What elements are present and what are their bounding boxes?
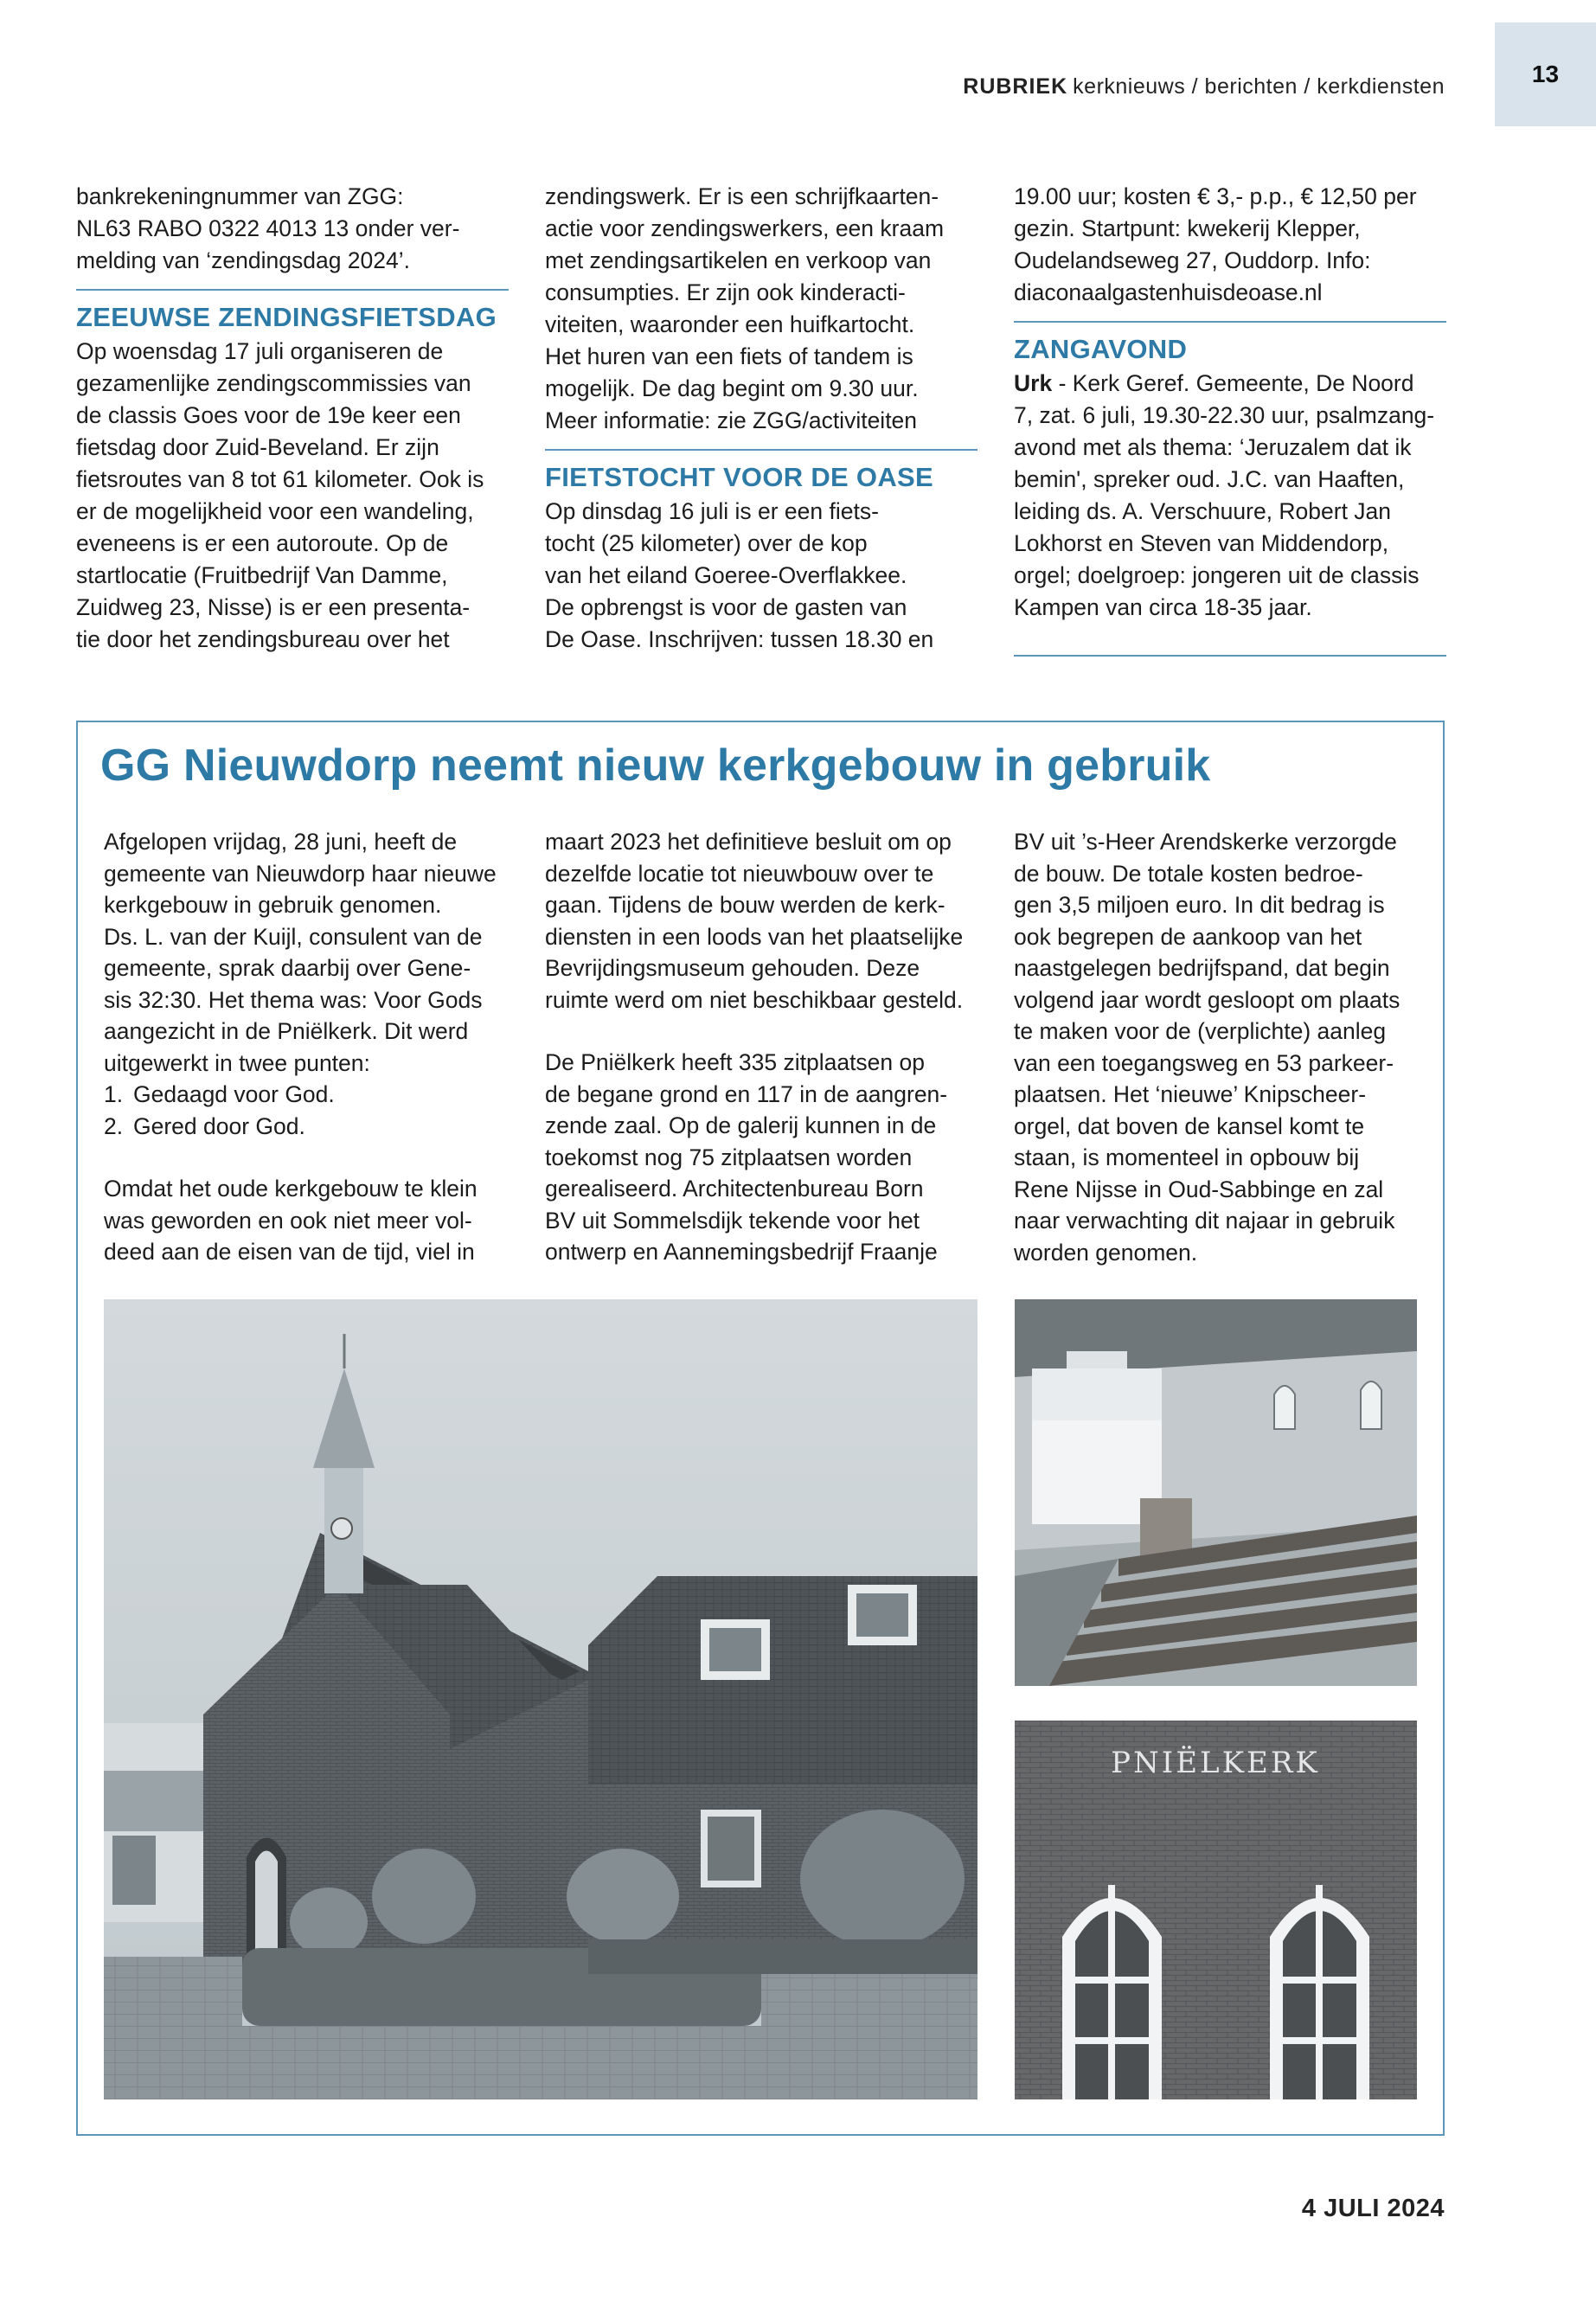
text-line: eveneens is er een autoroute. Op de	[76, 530, 449, 556]
running-header	[963, 74, 1445, 99]
text-line: te maken voor de (verplichte) aanleg	[1014, 1018, 1387, 1044]
text-line: de classis Goes voor de 19e keer een	[76, 402, 461, 428]
list-text: Gered door God.	[133, 1112, 305, 1139]
text-line: uitgewerkt in twee punten:	[104, 1049, 370, 1076]
list-text: Gedaagd voor God.	[133, 1081, 335, 1107]
text-line	[1014, 368, 1446, 400]
text-line: bemin', spreker oud. J.C. van Haaften,	[1014, 466, 1405, 492]
text-line: Zuidweg 23, Nisse) is er een presenta-	[76, 594, 471, 620]
list-item	[104, 1111, 554, 1143]
issue-date: 4 JULI 2024	[1301, 2195, 1445, 2222]
article-column-1	[104, 826, 554, 1268]
text-line: ruimte werd om niet beschikbaar gesteld.	[545, 986, 964, 1013]
text-line: De Pniëlkerk heeft 335 zitplaatsen op	[545, 1049, 925, 1075]
text-line: De opbrengst is voor de gasten van	[545, 594, 907, 620]
text-line: Oudelandseweg 27, Ouddorp. Info:	[1014, 247, 1371, 273]
article-column-2	[545, 826, 995, 1268]
text-line: Op dinsdag 16 juli is er een fiets-	[545, 498, 879, 524]
article-box	[76, 721, 1445, 2136]
text-line: zende zaal. Op de galerij kunnen in de	[545, 1112, 937, 1138]
text-line: leiding ds. A. Verschuure, Robert Jan	[1014, 498, 1392, 524]
text-line: van een toegangsweg en 53 parkeer-	[1014, 1049, 1394, 1076]
text-line: Kampen van circa 18-35 jaar.	[1014, 594, 1312, 620]
text-line: fietsroutes van 8 tot 61 kilometer. Ook is	[76, 466, 484, 492]
text-line: bankrekeningnummer van ZGG:	[76, 183, 404, 209]
heading-zendingsfietsdag: ZEEUWSE ZENDINGSFIETSDAG	[76, 302, 497, 332]
text-line: Het huren van een fiets of tandem is	[545, 343, 913, 369]
text-line: gaan. Tijdens de bouw werden de kerk-	[545, 892, 945, 918]
text-line: BV uit ’s-Heer Arendskerke verzorgde	[1014, 829, 1397, 855]
text-line: melding van ‘zendingsdag 2024’.	[76, 247, 410, 273]
text-line: avond met als thema: ‘Jeruzalem dat ik	[1014, 434, 1412, 460]
column-2	[545, 181, 977, 656]
text-line: tie door het zendingsbureau over het	[76, 626, 450, 652]
text-line: worden genomen.	[1014, 1239, 1198, 1266]
facade-lettering: PNIËLKERK	[1111, 1746, 1320, 1780]
text-line: diensten in een loods van het plaatselijke	[545, 923, 964, 950]
text-line: plaatsen. Het ‘nieuwe’ Knipscheer-	[1014, 1081, 1367, 1107]
list-number: 1.	[104, 1081, 124, 1107]
text-line: Afgelopen vrijdag, 28 juni, heeft de	[104, 829, 458, 855]
text-line: met zendingsartikelen en verkoop van	[545, 247, 932, 273]
text-line: Ds. L. van der Kuijl, consulent van de	[104, 923, 483, 950]
article-column-3	[1014, 826, 1464, 1268]
list-item	[104, 1079, 554, 1111]
text-line: Rene Nijsse in Oud-Sabbinge en zal	[1014, 1176, 1384, 1202]
heading-zangavond: ZANGAVOND	[1014, 334, 1188, 364]
section-divider	[1014, 321, 1446, 323]
section-label: RUBRIEK	[963, 74, 1068, 99]
text-line: Omdat het oude kerkgebouw te klein	[104, 1176, 478, 1202]
text-line: sis 32:30. Het thema was: Voor Gods	[104, 986, 483, 1013]
text-line: maart 2023 het definitieve besluit om op	[545, 829, 952, 855]
text-line: mogelijk. De dag begint om 9.30 uur.	[545, 375, 919, 401]
column-1	[76, 181, 509, 656]
text-line: ook begrepen de aankoop van het	[1014, 923, 1362, 950]
text-line: gemeente, sprak daarbij over Gene-	[104, 955, 471, 981]
page-number: 13	[1495, 22, 1596, 126]
section-divider	[76, 289, 509, 291]
heading-fietstocht-oase: FIETSTOCHT VOOR DE OASE	[545, 462, 933, 492]
text-line: diaconaalgastenhuisdeoase.nl	[1014, 279, 1323, 305]
text-line: dezelfde locatie tot nieuwbouw over te	[545, 860, 934, 887]
church-exterior-photo	[104, 1299, 977, 2099]
text-line: de begane grond en 117 in de aangren-	[545, 1080, 948, 1107]
text-line: volgend jaar wordt gesloopt om plaats	[1014, 986, 1401, 1013]
text-line: gezamenlijke zendingscommissies van	[76, 370, 471, 396]
text-line: zendingswerk. Er is een schrijfkaarten-	[545, 183, 939, 209]
text-line: staan, is momenteel in opbouw bij	[1014, 1144, 1360, 1170]
column-3	[1014, 181, 1446, 624]
text-line: naastgelegen bedrijfspand, dat begin	[1014, 955, 1390, 981]
text-line: tocht (25 kilometer) over de kop	[545, 530, 868, 556]
text-line: Lokhorst en Steven van Middendorp,	[1014, 530, 1389, 556]
text-line: gemeente van Nieuwdorp haar nieuwe	[104, 860, 497, 887]
text-line: deed aan de eisen van de tijd, viel in	[104, 1239, 475, 1265]
text-line: BV uit Sommelsdijk tekende voor het	[545, 1207, 920, 1234]
section-subtitle: kerknieuws / berichten / kerkdiensten	[1073, 74, 1445, 99]
text-line: naar verwachting dit najaar in gebruik	[1014, 1208, 1395, 1234]
place-name: Urk	[1014, 370, 1053, 396]
text-line: aangezicht in de Pniëlkerk. Dit werd	[104, 1018, 469, 1044]
text-line: startlocatie (Fruitbedrijf Van Damme,	[76, 562, 448, 588]
points-list	[104, 1079, 554, 1142]
paragraph-gap	[104, 1142, 554, 1173]
list-number: 2.	[104, 1112, 124, 1139]
text-line: viteiten, waaronder een huifkartocht.	[545, 311, 915, 337]
church-facade-photo	[1015, 1721, 1417, 2099]
text-line: er de mogelijkheid voor een wandeling,	[76, 498, 474, 524]
text-line: consumpties. Er zijn ook kinderacti-	[545, 279, 906, 305]
section-divider	[545, 449, 977, 451]
text-span: - Kerk Geref. Gemeente, De Noord	[1052, 370, 1414, 396]
text-line: Bevrijdingsmuseum gehouden. Deze	[545, 955, 920, 981]
paragraph-gap	[545, 1016, 995, 1047]
text-line: van het eiland Goeree-Overflakkee.	[545, 562, 907, 588]
text-line: gerealiseerd. Architectenbureau Born	[545, 1176, 924, 1202]
text-line: Op woensdag 17 juli organiseren de	[76, 338, 444, 364]
text-line: toekomst nog 75 zitplaatsen worden	[545, 1144, 913, 1170]
text-line: fietsdag door Zuid-Beveland. Er zijn	[76, 434, 439, 460]
section-divider	[1014, 655, 1446, 657]
text-line: was geworden en ook niet meer vol-	[104, 1207, 472, 1234]
text-line: Meer informatie: zie ZGG/activiteiten	[545, 407, 918, 433]
text-line: NL63 RABO 0322 4013 13 onder ver-	[76, 215, 460, 241]
text-line: ontwerp en Aannemingsbedrijf Fraanje	[545, 1239, 938, 1265]
text-line: 19.00 uur; kosten € 3,- p.p., € 12,50 per	[1014, 183, 1417, 209]
text-line: gezin. Startpunt: kwekerij Klepper,	[1014, 215, 1361, 241]
text-line: actie voor zendingswerkers, een kraam	[545, 215, 945, 241]
text-line: orgel; doelgroep: jongeren uit de classis	[1014, 562, 1420, 588]
text-line: 7, zat. 6 juli, 19.30-22.30 uur, psalmzang-	[1014, 402, 1435, 428]
text-line: kerkgebouw in gebruik genomen.	[104, 892, 442, 918]
text-line: orgel, dat boven de kansel komt te	[1014, 1112, 1365, 1139]
text-line: gen 3,5 miljoen euro. In dit bedrag is	[1014, 892, 1385, 918]
article-title: GG Nieuwdorp neemt nieuw kerkgebouw in gebruik	[100, 740, 1211, 791]
church-interior-photo	[1015, 1299, 1417, 1686]
text-line: De Oase. Inschrijven: tussen 18.30 en	[545, 626, 934, 652]
text-line: de bouw. De totale kosten bedroe-	[1014, 860, 1363, 887]
